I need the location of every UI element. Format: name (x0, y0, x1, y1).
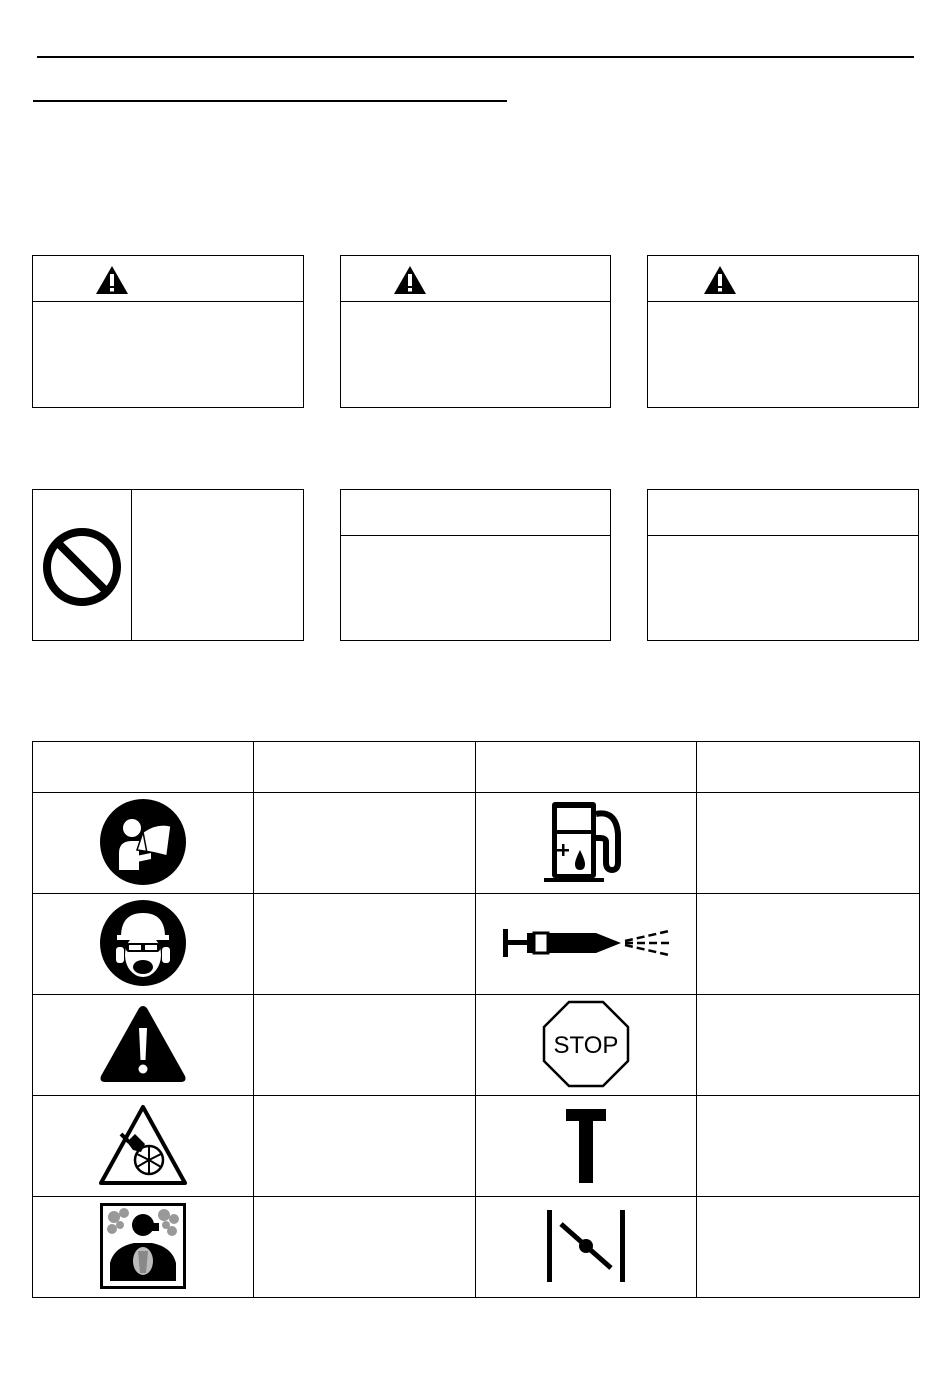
symbol-description (254, 793, 476, 894)
symbol-cell (476, 894, 697, 995)
symbol-cell (476, 995, 697, 1096)
table-header-row (33, 742, 920, 793)
warning-triangle-icon (393, 265, 427, 295)
prohibition-box (32, 489, 304, 641)
column-header (254, 742, 476, 793)
symbol-description (254, 1096, 476, 1197)
symbol-description (697, 793, 920, 894)
warning-triangle-icon (703, 265, 737, 295)
symbol-cell (476, 793, 697, 894)
notice-box (340, 489, 611, 641)
table-row (33, 1096, 920, 1197)
top-rule (37, 56, 914, 58)
note-box-header (648, 490, 918, 536)
table-row (33, 995, 920, 1096)
symbol-cell (33, 1197, 254, 1298)
stop-sign-label: STOP (553, 1031, 619, 1059)
column-header (697, 742, 920, 793)
table-row (33, 793, 920, 894)
note-box (647, 489, 919, 641)
symbol-cell (476, 1096, 697, 1197)
symbol-description (254, 894, 476, 995)
table-row (33, 1197, 920, 1298)
subtitle-rule (33, 100, 507, 102)
symbol-cell (33, 894, 254, 995)
choke-icon (543, 1208, 629, 1284)
symbol-cell (33, 995, 254, 1096)
prohibition-icon (41, 526, 123, 608)
t-handle-icon (556, 1105, 616, 1185)
warning-box-header (648, 256, 918, 302)
warning-box-header (341, 256, 610, 302)
warning-box-2 (340, 255, 611, 408)
symbol-description (697, 1096, 920, 1197)
symbol-description (254, 995, 476, 1096)
symbol-table (32, 741, 920, 1298)
stop-sign-icon (542, 1000, 630, 1088)
warning-triangle-icon (99, 1004, 187, 1084)
warning-triangle-icon (95, 265, 129, 295)
column-header (476, 742, 697, 793)
column-header (33, 742, 254, 793)
injection-hazard-icon (501, 921, 671, 965)
notice-box-header (341, 490, 610, 536)
warning-box-3 (647, 255, 919, 408)
table-row (33, 894, 920, 995)
symbol-cell (33, 1096, 254, 1197)
symbol-cell (476, 1197, 697, 1298)
warning-box-1 (32, 255, 304, 408)
warning-box-header (33, 256, 303, 302)
prohibition-symbol-cell (33, 490, 132, 640)
read-manual-icon (99, 798, 187, 886)
fuel-pump-icon (540, 798, 632, 886)
rotating-parts-hazard-icon (99, 1104, 187, 1186)
symbol-description (254, 1197, 476, 1298)
protective-gear-icon (99, 899, 187, 987)
symbol-description (697, 894, 920, 995)
symbol-description (697, 995, 920, 1096)
symbol-cell (33, 793, 254, 894)
toxic-fumes-icon (100, 1203, 186, 1289)
symbol-description (697, 1197, 920, 1298)
